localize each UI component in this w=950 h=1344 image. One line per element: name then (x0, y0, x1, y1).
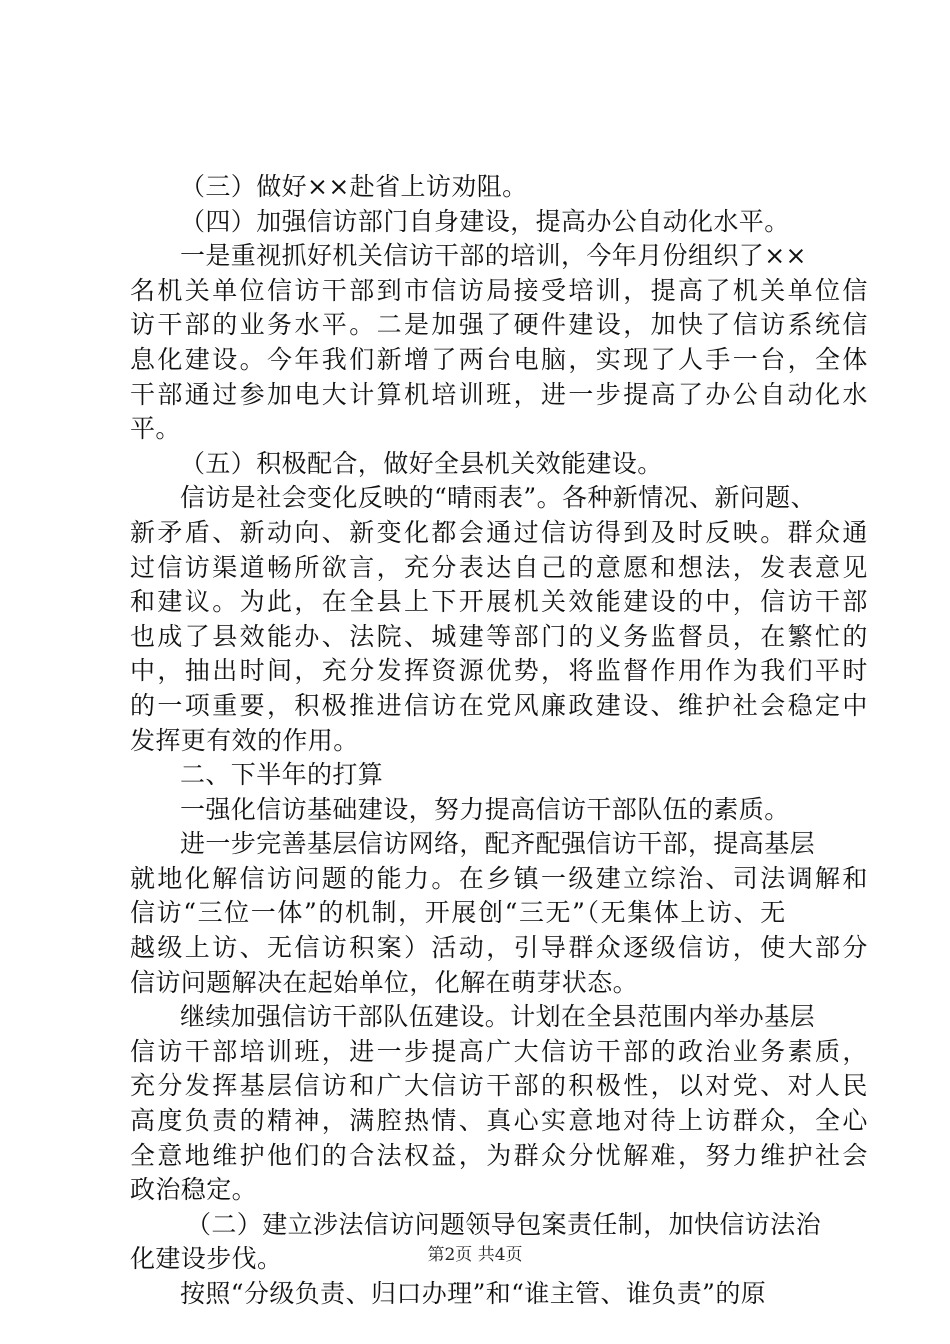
paragraph-line: 高度负责的精神，满腔热情、真心实意地对待上访群众，全心 (130, 1106, 870, 1136)
paragraph-line: 进一步完善基层信访网络，配齐配强信访干部，提高基层 (180, 829, 816, 859)
paragraph-line: （三）做好××赴省上访劝阻。 (180, 172, 528, 201)
paragraph-line: 平。 (130, 414, 181, 444)
section-heading: 二、下半年的打算 (180, 760, 384, 790)
paragraph-line: 一强化信访基础建设，努力提高信访干部队伍的素质。 (180, 794, 790, 824)
paragraph-line: 的一项重要，积极推进信访在党风廉政建设、维护社会稳定中 (130, 690, 870, 720)
paragraph-line: 新矛盾、新动向、新变化都会通过信访得到及时反映。群众通 (130, 517, 870, 547)
paragraph-line: （五）积极配合，做好全县机关效能建设。 (180, 448, 663, 478)
paragraph-line: 信访“三位一体”的机制，开展创“三无”（无集体上访、无 (130, 898, 787, 928)
paragraph-line: 继续加强信访干部队伍建设。计划在全县范围内举办基层 (180, 1002, 816, 1032)
paragraph-line: （二）建立涉法信访问题领导包案责任制，加快信访法治 (186, 1209, 822, 1239)
paragraph-line: 过信访渠道畅所欲言，充分表达自己的意愿和想法，发表意见 (130, 552, 870, 582)
paragraph-line: 中，抽出时间，充分发挥资源优势，将监督作用作为我们平时 (130, 656, 870, 686)
paragraph-line: （四）加强信访部门自身建设，提高办公自动化水平。 (180, 206, 790, 236)
paragraph-line: 信访问题解决在起始单位，化解在萌芽状态。 (130, 967, 639, 997)
paragraph-line: 信访是社会变化反映的“晴雨表”。各种新情况、新问题、 (180, 483, 816, 513)
paragraph-line: 一是重视抓好机关信访干部的培训，今年月份组织了×× (180, 241, 807, 271)
paragraph-line: 按照“分级负责、归口办理”和“谁主管、谁负责”的原 (180, 1279, 767, 1308)
paragraph-line: 政治稳定。 (130, 1175, 258, 1205)
document-body (130, 170, 870, 1312)
paragraph-line: 全意地维护他们的合法权益，为群众分忧解难，努力维护社会 (130, 1140, 870, 1170)
paragraph-line: 访干部的业务水平。二是加强了硬件建设，加快了信访系统信 (130, 310, 870, 340)
paragraph-line: 干部通过参加电大计算机培训班，进一步提高了办公自动化水 (130, 379, 870, 409)
page-number-footer: 第2页 共4页 (427, 1245, 523, 1265)
paragraph-line: 越级上访、无信访积案）活动，引导群众逐级信访，使大部分 (130, 933, 870, 963)
paragraph-line: 化建设步伐。 (130, 1244, 283, 1274)
paragraph-line: 息化建设。今年我们新增了两台电脑，实现了人手一台，全体 (130, 344, 870, 374)
paragraph-line: 充分发挥基层信访和广大信访干部的积极性，以对党、对人民 (130, 1071, 870, 1101)
paragraph-line: 和建议。为此，在全县上下开展机关效能建设的中，信访干部 (130, 587, 870, 617)
paragraph-line: 也成了县效能办、法院、城建等部门的义务监督员，在繁忙的 (130, 621, 870, 651)
paragraph-line: 信访干部培训班，进一步提高广大信访干部的政治业务素质， (130, 1036, 870, 1066)
paragraph-line: 名机关单位信访干部到市信访局接受培训，提高了机关单位信 (130, 275, 870, 305)
paragraph-line: 发挥更有效的作用。 (130, 725, 359, 755)
paragraph-line: 就地化解信访问题的能力。在乡镇一级建立综治、司法调解和 (130, 863, 870, 893)
